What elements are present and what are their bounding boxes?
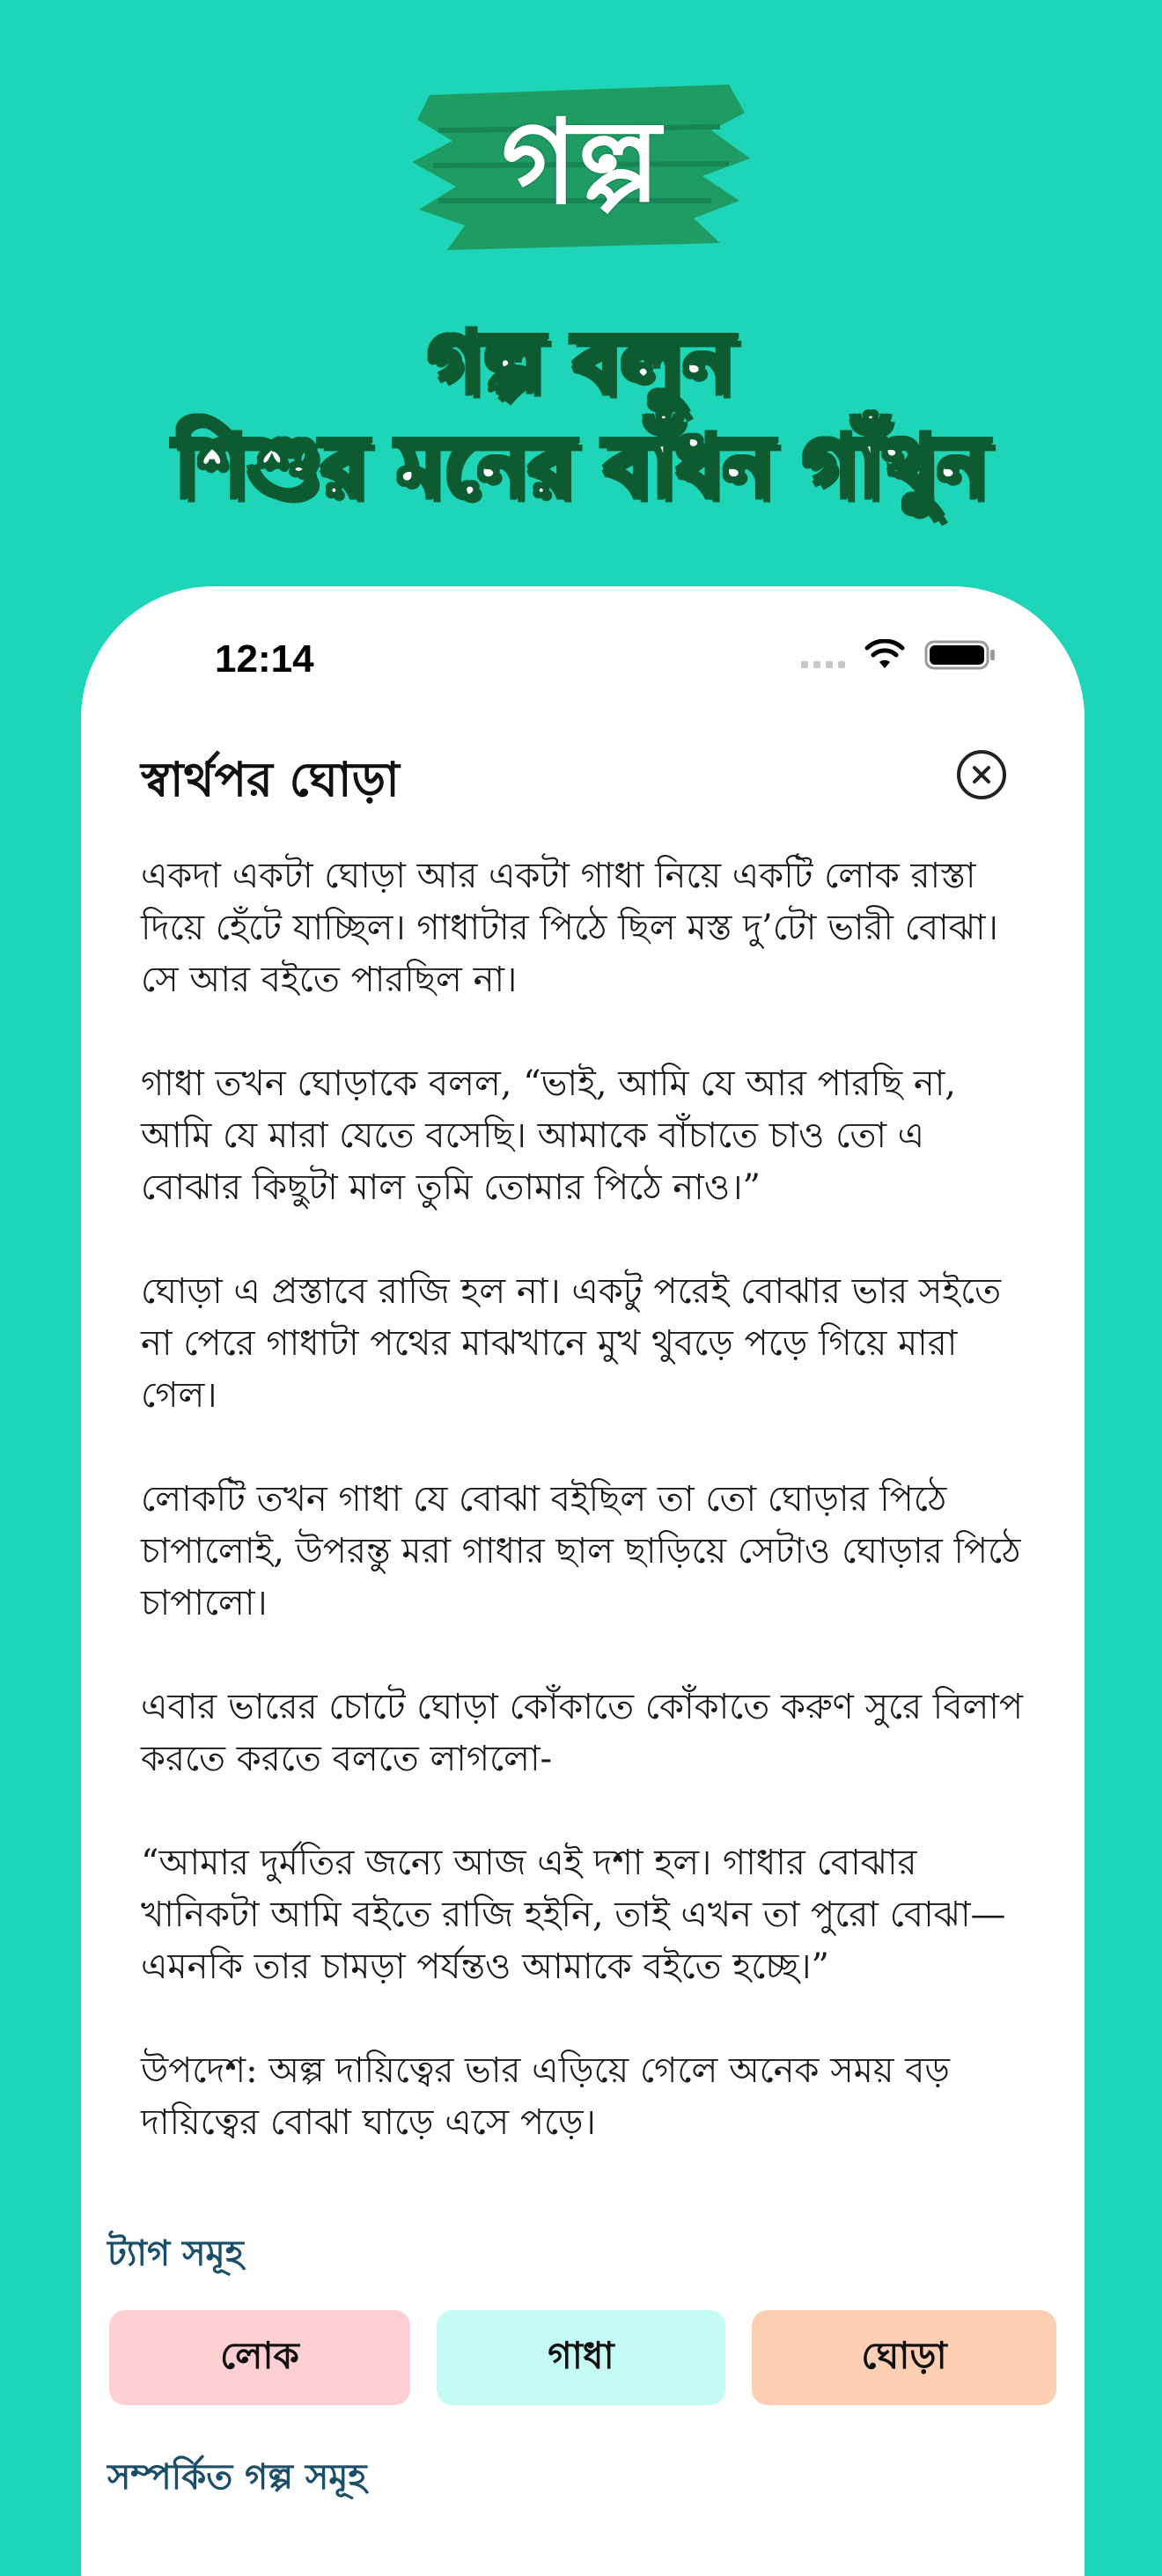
- story-title: স্বার্থপর ঘোড়া: [141, 752, 400, 807]
- signal-icon: [801, 642, 845, 668]
- story-paragraph: এবার ভারের চোটে ঘোড়া কোঁকাতে কোঁকাতে করুণ সুরে বিলাপ করতে করতে বলতে লাগলো-: [141, 1687, 1024, 1779]
- status-icons: [801, 639, 997, 671]
- related-stories-heading: সম্পর্কিত গল্প সমূহ: [107, 2457, 367, 2498]
- status-time: 12:14: [215, 637, 314, 681]
- wifi-icon: [864, 639, 905, 671]
- app-logo-text: গল্প: [501, 95, 661, 231]
- story-paragraph: “আমার দুর্মতির জন্যে আজ এই দশা হল। গাধার বোঝার খানিকটা আমি বইতে রাজি হইনি, তাই এখন তা পুরো বোঝা—এমনকি তার চামড়া পর্যন্তও আমাকে বইতে হচ্ছে।”: [141, 1843, 1006, 1987]
- battery-icon: [924, 639, 997, 671]
- tag-list: [109, 2310, 1060, 2405]
- tag-chip[interactable]: লোক: [109, 2310, 410, 2405]
- story-paragraph: গাধা তখন ঘোড়াকে বলল, “ভাই, আমি যে আর পারছি না, আমি যে মারা যেতে বসেছি। আমাকে বাঁচাতে চাও তো এ বোঝার কিছুটা মাল তুমি তোমার পিঠে নাও।”: [141, 1064, 957, 1208]
- close-icon: [971, 764, 992, 785]
- phone-screen: [81, 586, 1085, 2576]
- story-paragraph: একদা একটা ঘোড়া আর একটা গাধা নিয়ে একটি লোক রাস্তা দিয়ে হেঁটে যাচ্ছিল। গাধাটার পিঠে ছিল মস্ত দু’টো ভারী বোঝা। সে আর বইতে পারছিল না।: [141, 856, 998, 1000]
- tag-chip[interactable]: গাধা: [437, 2310, 725, 2405]
- close-button[interactable]: [957, 750, 1006, 799]
- promo-banner: [0, 0, 1162, 581]
- tag-chip[interactable]: ঘোড়া: [752, 2310, 1056, 2405]
- tags-heading: ট্যাগ সমূহ: [107, 2234, 244, 2274]
- story-paragraph: ঘোড়া এ প্রস্তাবে রাজি হল না। একটু পরেই বোঝার ভার সইতে না পেরে গাধাটা পথের মাঝখানে মুখ থুবড়ে পড়ে গিয়ে মারা গেল।: [141, 1271, 1002, 1416]
- story-paragraph: উপদেশ: অল্প দায়িত্বের ভার এড়িয়ে গেলে অনেক সময় বড় দায়িত্বের বোঝা ঘাড়ে এসে পড়ে।: [141, 2050, 950, 2143]
- status-bar: [81, 586, 1085, 718]
- tagline-line-1: গল্প বলুন: [428, 313, 734, 412]
- story-paragraph: লোকটি তখন গাধা যে বোঝা বইছিল তা তো ঘোড়ার পিঠে চাপালোই, উপরন্তু মরা গাধার ছাল ছাড়িয়ে সেটাও ঘোড়ার পিঠে চাপালো।: [141, 1479, 1021, 1623]
- story-body: [141, 850, 1030, 2201]
- tagline-line-2: শিশুর মনের বাঁধন গাঁথুন: [173, 417, 989, 516]
